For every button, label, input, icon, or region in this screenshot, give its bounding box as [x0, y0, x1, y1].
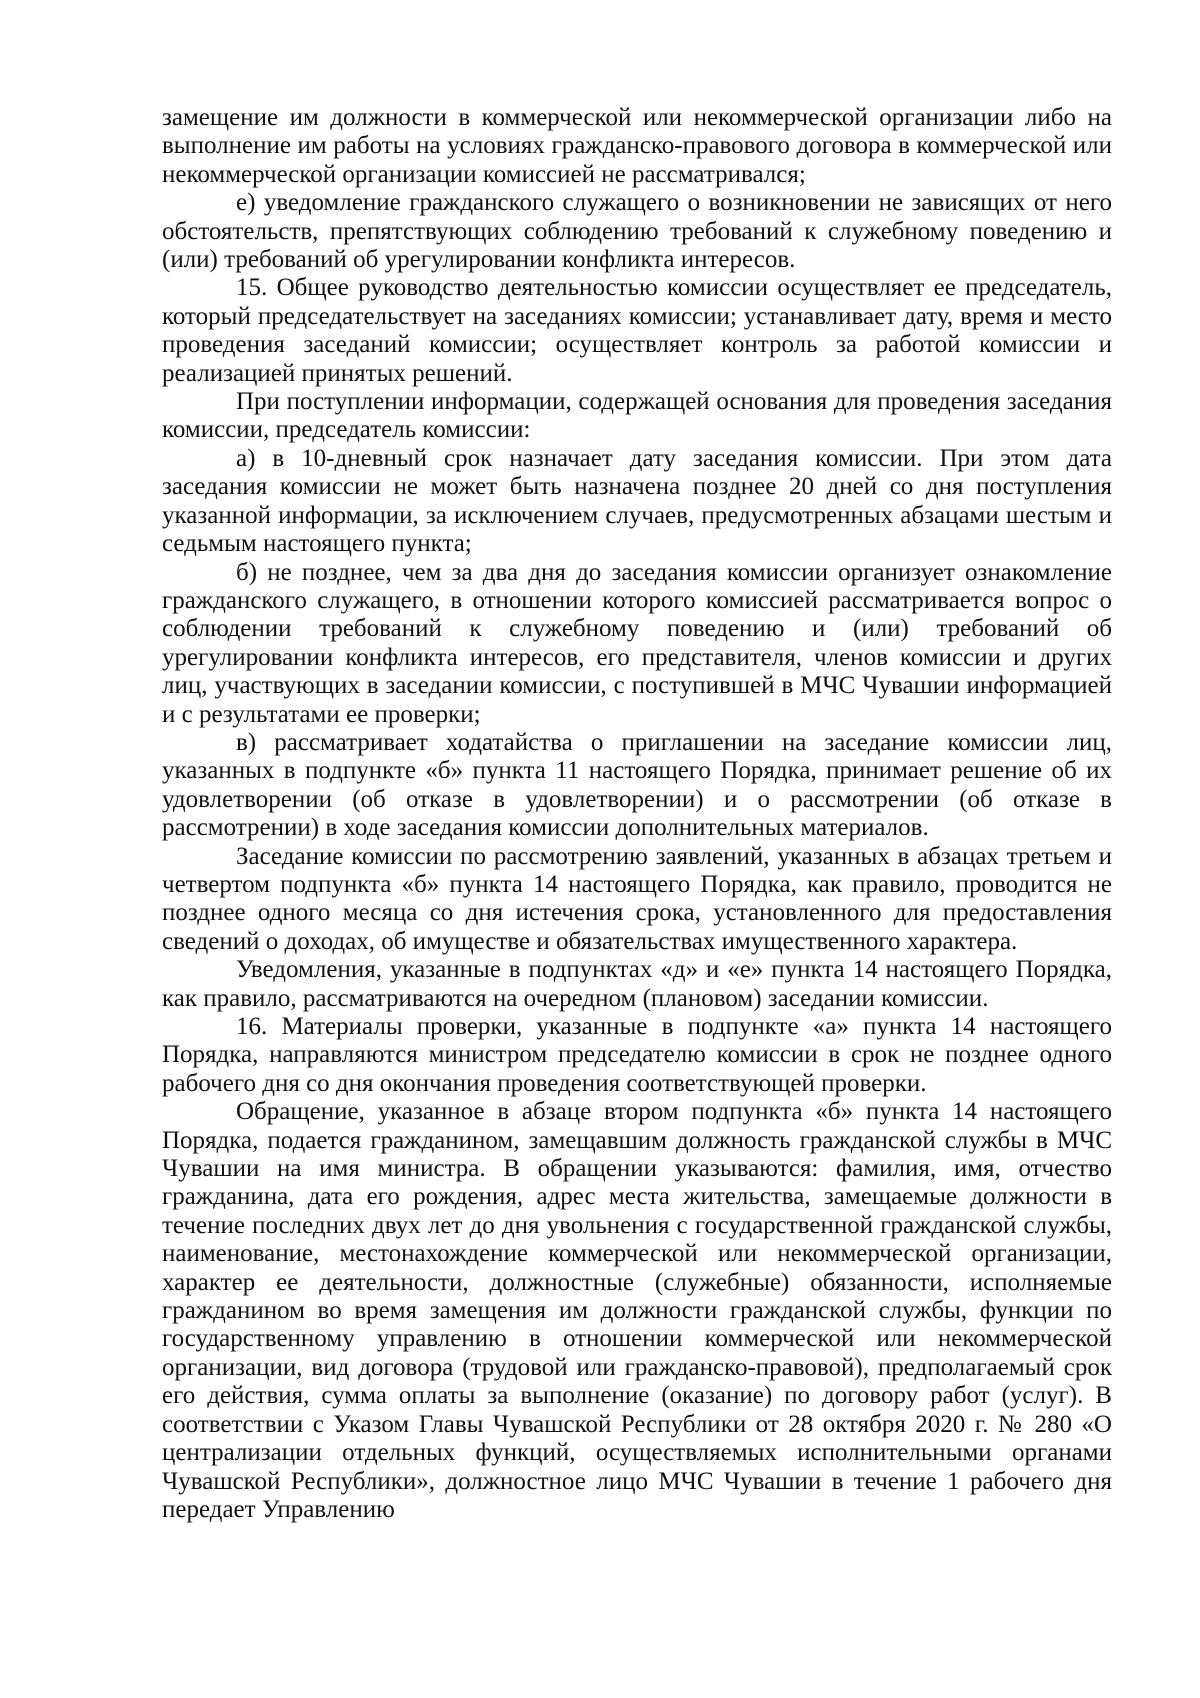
paragraph-7: в) рассматривает ходатайства о приглашении на заседание комиссии лиц, указанных в подпункте «б» пункта 11 настоящего Порядка, принимает решение об их удовлетворении (об отказе в удовлетворении) и о рассмотрении (об отказе в рассмотрении) в ходе заседания комиссии дополнительных материалов.: [162, 728, 1112, 842]
paragraph-2: е) уведомление гражданского служащего о возникновении не зависящих от него обстоятельств, препятствующих соблюдению требований к служебному поведению и (или) требований об урегулировании конфликта интересов.: [162, 189, 1112, 274]
paragraph-5: а) в 10-дневный срок назначает дату заседания комиссии. При этом дата заседания комиссии не может быть назначена позднее 20 дней со дня поступления указанной информации, за исключением случаев, предусмотренных абзацами шестым и седьмым настоящего пункта;: [162, 444, 1112, 558]
paragraph-11: Обращение, указанное в абзаце втором подпункта «б» пункта 14 настоящего Порядка, подается гражданином, замещавшим должность гражданской службы в МЧС Чувашии на имя министра. В обращении указываются: фамилия, имя, отчество гражданина, дата его рождения, адрес места жительства, замещаемые должности в течение последних двух лет до дня увольнения с государственной гражданской службы, наименование, местонахождение коммерческой или некоммерческой организации, характер ее деятельности, должностные (служебные) обязанности, исполняемые гражданином во время замещения им должности гражданской службы, функции по государственному управлению в отношении коммерческой или некоммерческой организации, вид договора (трудовой или гражданско-правовой), предполагаемый срок его действия, сумма оплаты за выполнение (оказание) по договору работ (услуг). В соответствии с Указом Главы Чувашской Республики от 28 октября 2020 г. № 280 «О централизации отдельных функций, осуществляемых исполнительными органами Чувашской Республики», должностное лицо МЧС Чувашии в течение 1 рабочего дня передает Управлению: [162, 1098, 1112, 1523]
paragraph-9: Уведомления, указанные в подпунктах «д» и «е» пункта 14 настоящего Порядка, как правило, рассматриваются на очередном (плановом) заседании комиссии.: [162, 956, 1112, 1012]
document-page: [162, 104, 1112, 1524]
paragraph-3: 15. Общее руководство деятельностью комиссии осуществляет ее председатель, который председательствует на заседаниях комиссии; устанавливает дату, время и место проведения заседаний комиссии; осуществляет контроль за работой комиссии и реализацией принятых решений.: [162, 274, 1112, 387]
paragraph-4: При поступлении информации, содержащей основания для проведения заседания комиссии, председатель комиссии:: [162, 388, 1112, 444]
paragraph-10: 16. Материалы проверки, указанные в подпункте «а» пункта 14 настоящего Порядка, направляются министром председателю комиссии в срок не позднее одного рабочего дня со дня окончания проведения соответствующей проверки.: [162, 1013, 1112, 1097]
paragraph-6: б) не позднее, чем за два дня до заседания комиссии организует ознакомление гражданского служащего, в отношении которого комиссией рассматривается вопрос о соблюдении требований к служебному поведению и (или) требований об урегулировании конфликта интересов, его представителя, членов комиссии и других лиц, участвующих в заседании комиссии, с поступившей в МЧС Чувашии информацией и с результатами ее проверки;: [162, 558, 1112, 728]
paragraph-8: Заседание комиссии по рассмотрению заявлений, указанных в абзацах третьем и четвертом подпункта «б» пункта 14 настоящего Порядка, как правило, проводится не позднее одного месяца со дня истечения срока, установленного для предоставления сведений о доходах, об имуществе и обязательствах имущественного характера.: [162, 842, 1112, 955]
paragraph-1: замещение им должности в коммерческой или некоммерческой организации либо на выполнение им работы на условиях гражданско-правового договора в коммерческой или некоммерческой организации комиссией не рассматривался;: [162, 104, 1112, 188]
